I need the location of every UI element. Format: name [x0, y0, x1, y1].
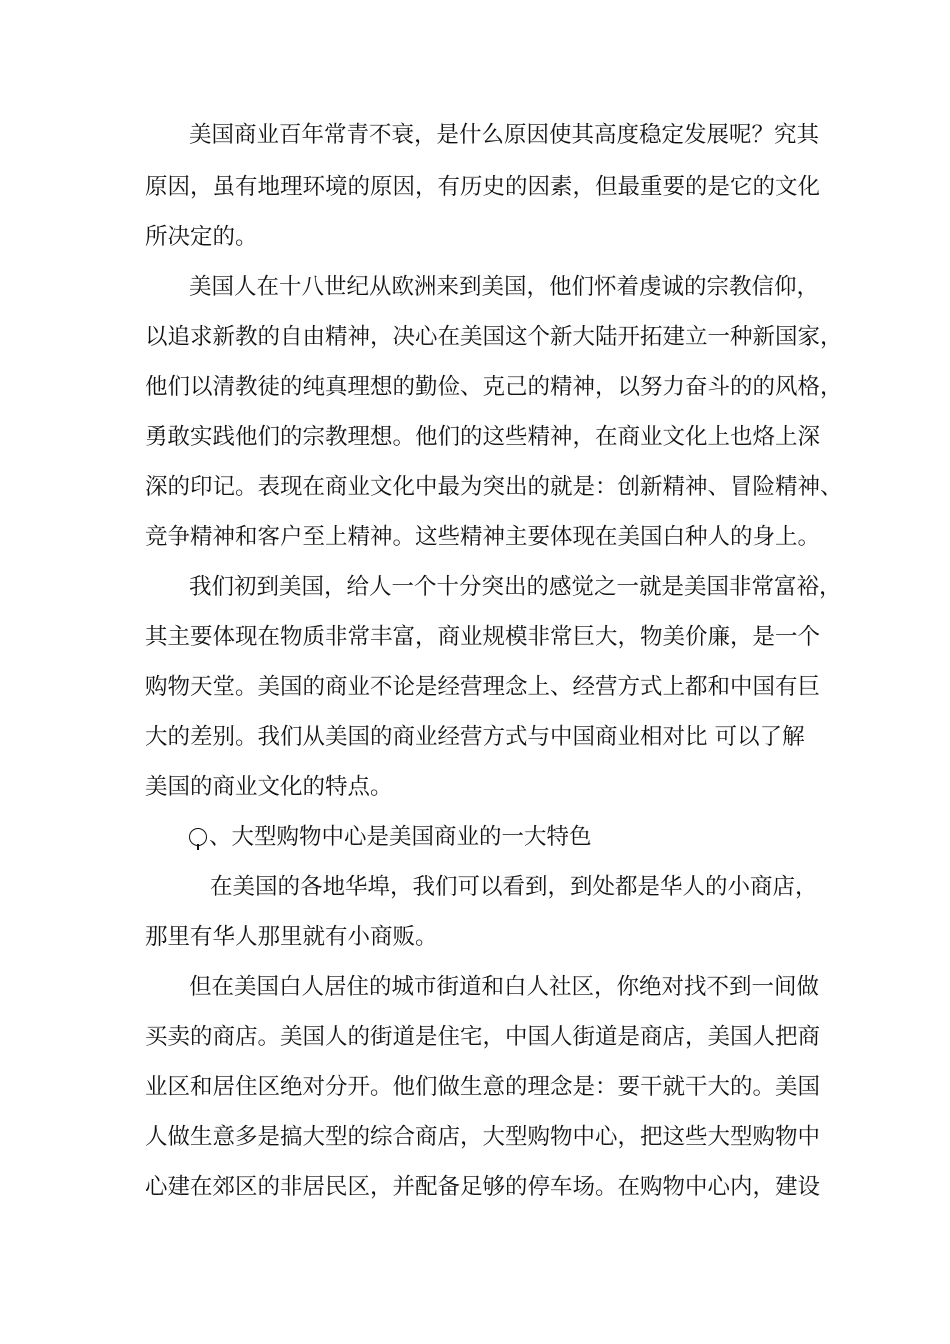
paragraph-1-line-1: 美国商业百年常青不衰，是什么原因使其高度稳定发展呢？究其 — [189, 122, 820, 148]
paragraph-2-line-4: 勇敢实践他们的宗教理想。他们的这些精神，在商业文化上也烙上深 — [145, 424, 821, 450]
paragraph-5-line-1: 但在美国白人居住的城市街道和白人社区，你绝对找不到一间做 — [189, 974, 820, 1000]
paragraph-2-line-6: 竞争精神和客户至上精神。这些精神主要体现在美国白种人的身上。 — [145, 524, 821, 550]
section-heading — [189, 822, 592, 852]
paragraph-3-line-1: 我们初到美国，给人一个十分突出的感觉之一就是美国非常富裕， — [189, 574, 842, 600]
paragraph-2-line-2: 以追求新教的自由精神，决心在美国这个新大陆开拓建立一种新国家， — [145, 324, 843, 350]
paragraph-4-line-2: 那里有华人那里就有小商贩。 — [145, 924, 438, 950]
paragraph-2-line-3: 他们以清教徒的纯真理想的勤俭、克己的精神，以努力奋斗的的风格， — [145, 374, 843, 400]
section-heading-text: 、大型购物中心是美国商业的一大特色 — [209, 824, 592, 850]
paragraph-5-line-4: 人做生意多是搞大型的综合商店，大型购物中心，把这些大型购物中 — [145, 1124, 821, 1150]
paragraph-5-line-5: 心建在郊区的非居民区，并配备足够的停车场。在购物中心内，建设 — [145, 1174, 821, 1200]
paragraph-2-line-5: 深的印记。表现在商业文化中最为突出的就是：创新精神、冒险精神、 — [145, 474, 843, 500]
paragraph-5-line-3: 业区和居住区绝对分开。他们做生意的理念是：要干就干大的。美国 — [145, 1074, 821, 1100]
paragraph-1-line-3: 所决定的。 — [145, 224, 258, 250]
paragraph-3-line-5: 美国的商业文化的特点。 — [145, 774, 393, 800]
list-marker-icon — [189, 828, 207, 846]
paragraph-4-line-1: 在美国的各地华埠，我们可以看到，到处都是华人的小商店， — [210, 874, 818, 900]
paragraph-3-line-3: 购物天堂。美国的商业不论是经营理念上、经营方式上都和中国有巨 — [145, 674, 821, 700]
paragraph-2-line-1: 美国人在十八世纪从欧洲来到美国，他们怀着虔诚的宗教信仰， — [189, 274, 820, 300]
paragraph-5-line-2: 买卖的商店。美国人的街道是住宅，中国人街道是商店，美国人把商 — [145, 1024, 821, 1050]
paragraph-3-line-2: 其主要体现在物质非常丰富，商业规模非常巨大，物美价廉，是一个 — [145, 624, 821, 650]
paragraph-1-line-2: 原因，虽有地理环境的原因，有历史的因素，但最重要的是它的文化 — [145, 174, 821, 200]
paragraph-3-line-4: 大的差别。我们从美国的商业经营方式与中国商业相对比 可以了解 — [145, 724, 805, 750]
